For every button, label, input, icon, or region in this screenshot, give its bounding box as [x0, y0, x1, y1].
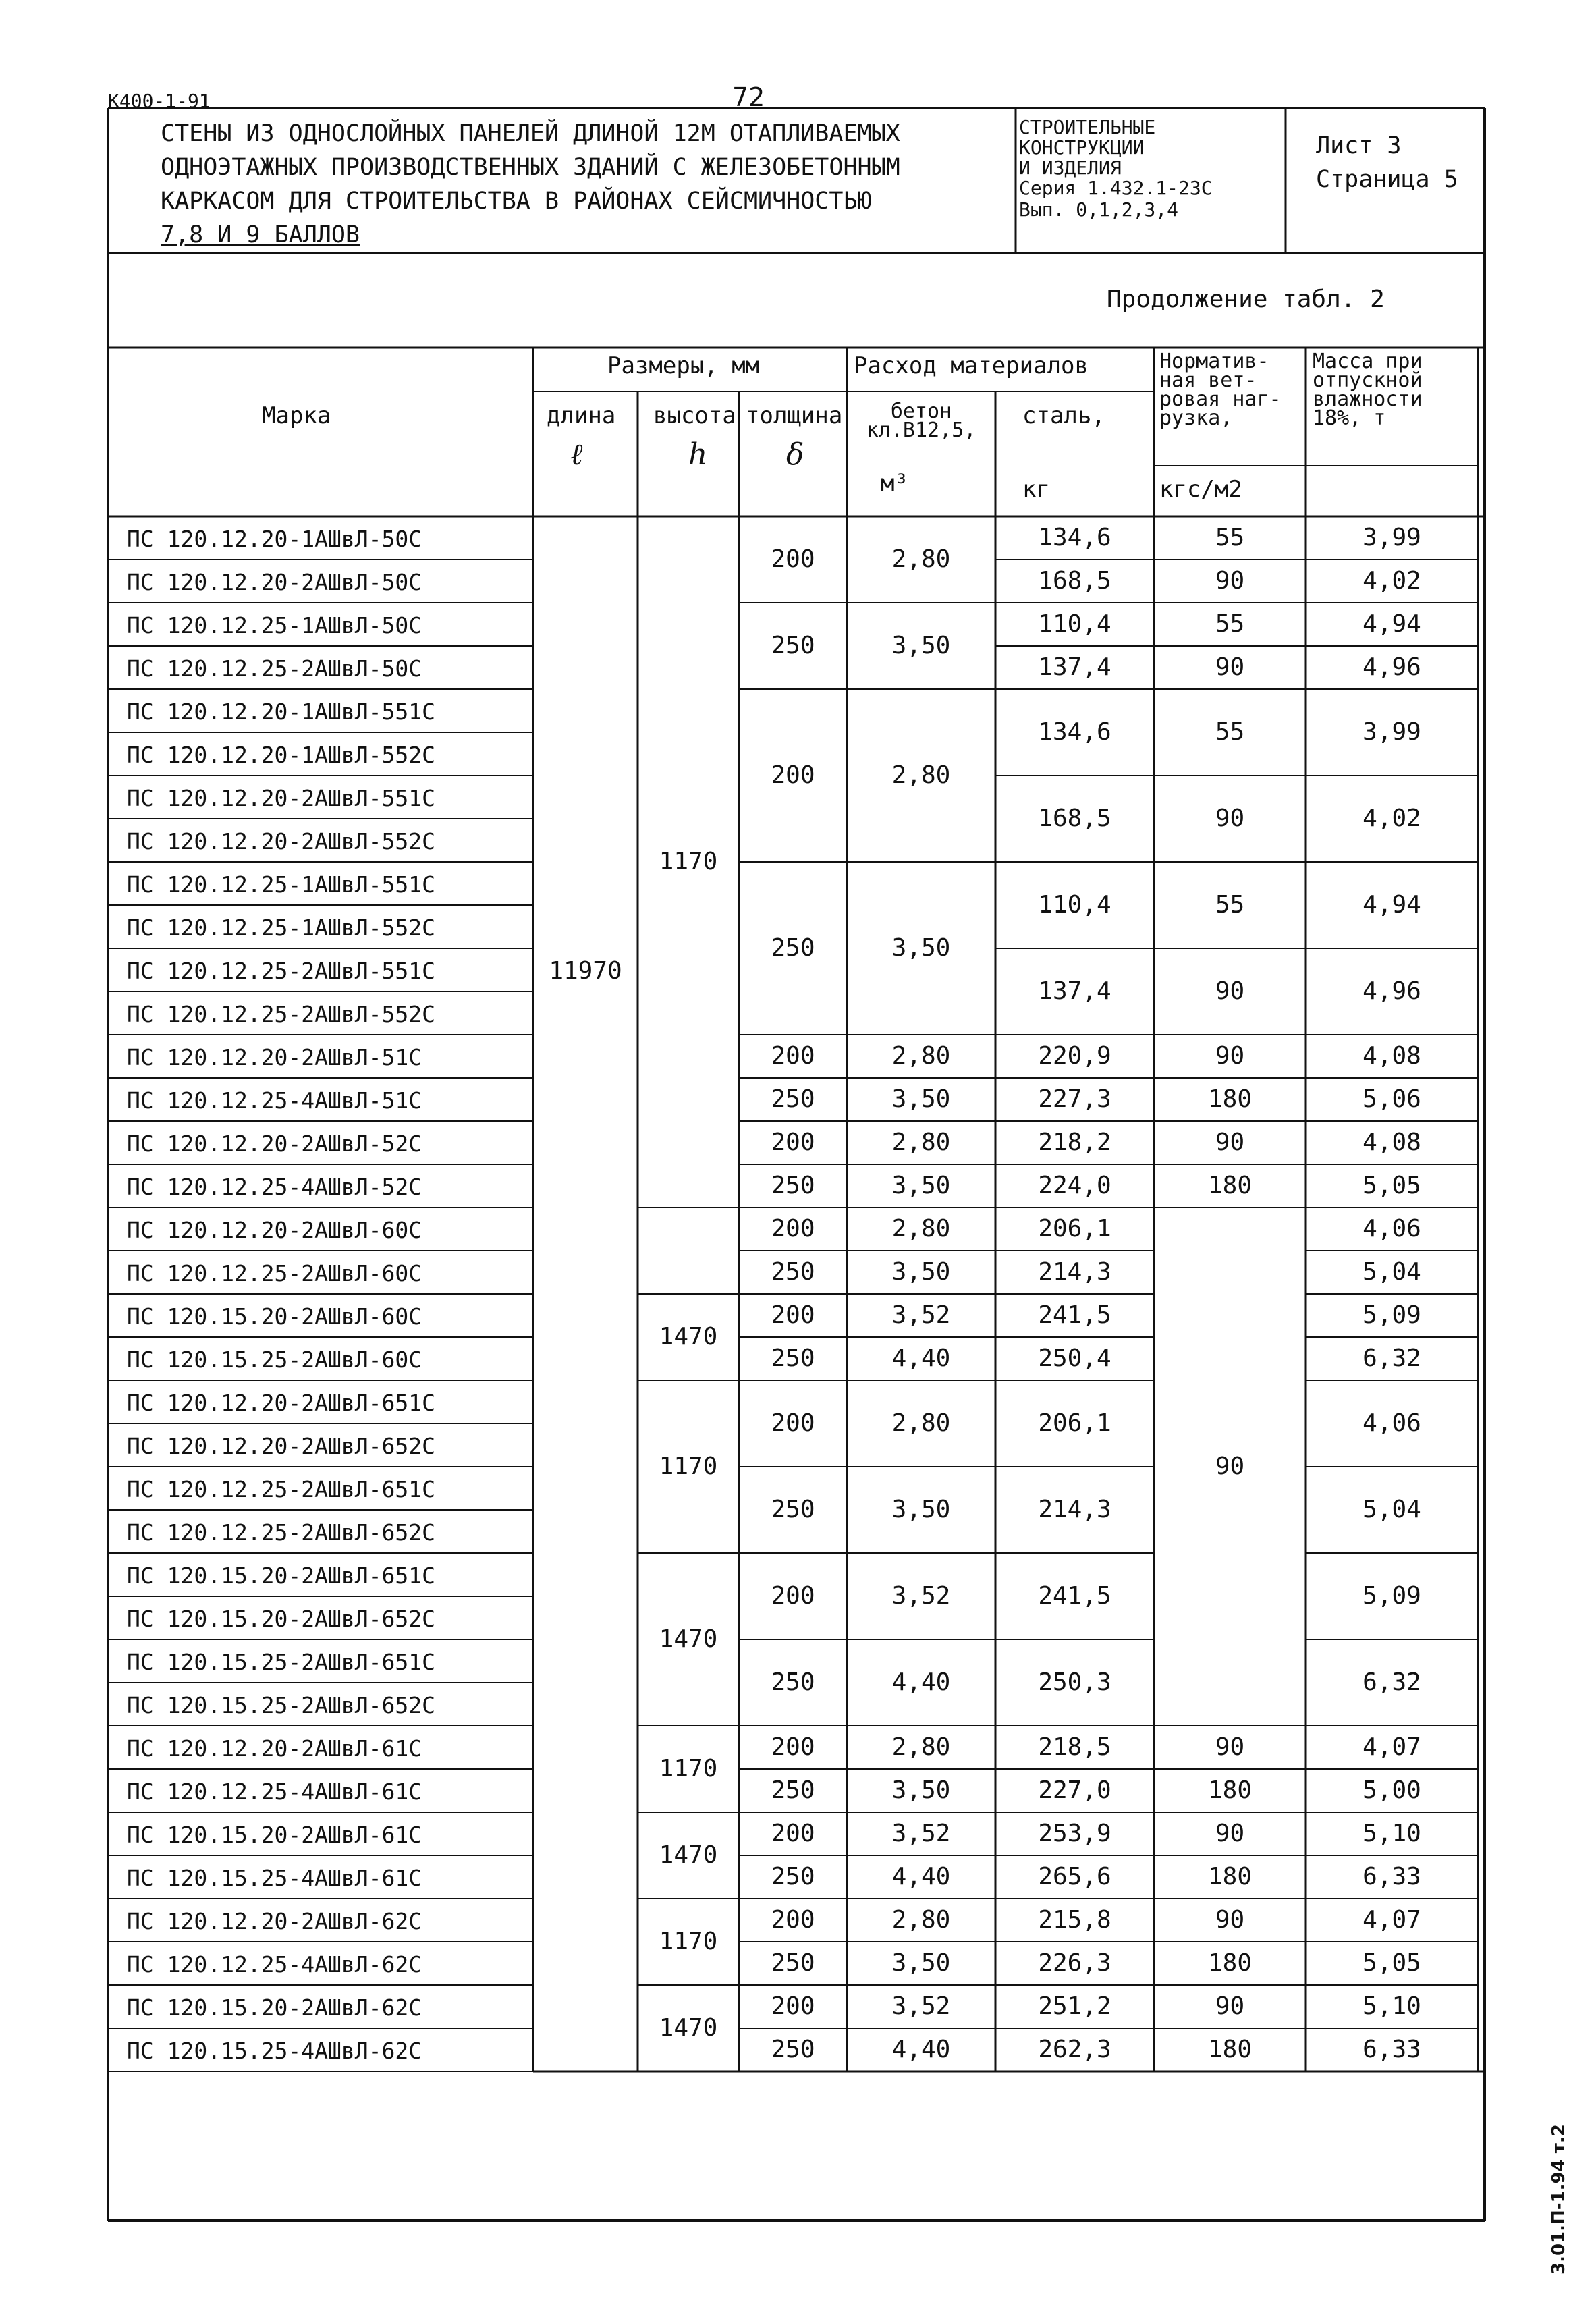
mass-value: 3,99: [1363, 524, 1421, 551]
mass-value: 4,07: [1363, 1906, 1421, 1934]
side-document-code: 3.01.П-1.94 т.2: [1549, 2124, 1569, 2275]
mass-value: 4,96: [1363, 977, 1421, 1005]
row-marka: ПС 120.15.25-2АШвЛ-652С: [127, 1692, 435, 1718]
concrete-value: 3,52: [891, 1820, 951, 1847]
thickness-value: 250: [771, 2036, 815, 2063]
mass-value: 5,10: [1363, 1820, 1421, 1847]
height-value: 1470: [659, 1841, 718, 1869]
wind-value: 55: [1215, 891, 1245, 919]
wind-value: 90: [1215, 805, 1245, 832]
mass-value: 5,10: [1363, 1992, 1421, 2020]
steel-value: 218,2: [1038, 1128, 1111, 1156]
steel-value: 253,9: [1038, 1820, 1111, 1847]
wind-value: 90: [1215, 567, 1245, 595]
steel-value: 214,3: [1038, 1258, 1111, 1286]
mass-value: 5,05: [1363, 1949, 1421, 1977]
wind-value: 180: [1207, 2036, 1253, 2063]
header-length-symbol: ℓ: [570, 437, 583, 472]
header-wind: Норматив-ная вет-ровая наг-рузка,: [1159, 350, 1282, 430]
title-line: СТЕНЫ ИЗ ОДНОСЛОЙНЫХ ПАНЕЛЕЙ ДЛИНОЙ 12М ОТАПЛИВАЕМЫХ: [161, 120, 900, 147]
concrete-value: 2,80: [891, 761, 951, 789]
steel-value: 224,0: [1038, 1172, 1111, 1199]
row-marka: ПС 120.12.25-4АШвЛ-51С: [127, 1087, 422, 1114]
header-steel-unit: кг: [1022, 476, 1050, 503]
row-marka: ПС 120.15.25-4АШвЛ-62С: [127, 2038, 422, 2064]
row-marka: ПС 120.15.25-2АШвЛ-60С: [127, 1346, 422, 1373]
concrete-value: 2,80: [891, 1906, 951, 1934]
thickness-value: 200: [771, 1409, 815, 1437]
row-marka: ПС 120.12.25-4АШвЛ-62С: [127, 1951, 422, 1978]
row-marka: ПС 120.15.20-2АШвЛ-652С: [127, 1606, 435, 1632]
row-marka: ПС 120.12.20-2АШвЛ-551С: [127, 785, 435, 811]
row-marka: ПС 120.12.20-2АШвЛ-60С: [127, 1217, 422, 1243]
thickness-value: 200: [771, 1042, 815, 1070]
row-marka: ПС 120.12.25-2АШвЛ-651С: [127, 1476, 435, 1502]
wind-value: 90: [1215, 1992, 1245, 2020]
row-marka: ПС 120.12.25-1АШвЛ-552С: [127, 915, 435, 941]
wind-value: 90: [1215, 1128, 1245, 1156]
row-marka: ПС 120.12.25-2АШвЛ-652С: [127, 1519, 435, 1546]
mass-value: 6,33: [1363, 1863, 1421, 1890]
header-marka: Марка: [262, 402, 331, 429]
row-marka: ПС 120.12.20-1АШвЛ-50С: [127, 526, 422, 552]
header-thickness: толщина: [746, 402, 843, 429]
height-value: 1170: [659, 1928, 718, 1955]
height-value: 1470: [659, 1323, 718, 1351]
header-thickness-symbol: δ: [786, 437, 804, 472]
mass-value: 4,08: [1363, 1128, 1421, 1156]
wind-value: 90: [1215, 1906, 1245, 1934]
row-marka: ПС 120.12.20-1АШвЛ-551С: [127, 699, 435, 725]
thickness-value: 200: [771, 1301, 815, 1329]
header-materials: Расход материалов: [854, 352, 1089, 379]
row-marka: ПС 120.12.20-2АШвЛ-52С: [127, 1131, 422, 1157]
row-marka: ПС 120.12.25-2АШвЛ-50С: [127, 655, 422, 682]
mass-value: 5,04: [1363, 1258, 1421, 1286]
page-number: 72: [732, 82, 765, 112]
header-height: высота: [653, 402, 736, 429]
mass-value: 4,02: [1363, 805, 1421, 832]
row-marka: ПС 120.12.25-2АШвЛ-552С: [127, 1001, 435, 1027]
row-marka: ПС 120.15.20-2АШвЛ-651С: [127, 1562, 435, 1589]
thickness-value: 250: [771, 1172, 815, 1199]
concrete-value: 4,40: [891, 1863, 951, 1890]
header-height-symbol: h: [688, 437, 708, 472]
concrete-value: 2,80: [891, 1409, 951, 1437]
row-marka: ПС 120.12.20-2АШвЛ-50С: [127, 569, 422, 595]
thickness-value: 250: [771, 1496, 815, 1523]
steel-value: 110,4: [1038, 610, 1111, 638]
steel-value: 206,1: [1038, 1409, 1111, 1437]
concrete-value: 2,80: [891, 545, 951, 573]
wind-value: 90: [1215, 653, 1245, 681]
wind-value: 90: [1215, 1820, 1245, 1847]
length-value: 11970: [549, 956, 622, 985]
steel-value: 168,5: [1038, 805, 1111, 832]
wind-value: 90: [1215, 1733, 1245, 1761]
thickness-value: 250: [771, 1949, 815, 1977]
row-marka: ПС 120.12.25-2АШвЛ-60С: [127, 1260, 422, 1286]
row-marka: ПС 120.12.25-1АШвЛ-551С: [127, 871, 435, 898]
mass-value: 5,05: [1363, 1172, 1421, 1199]
steel-value: 250,3: [1038, 1668, 1111, 1696]
wind-value: 55: [1215, 718, 1245, 746]
mass-value: 6,32: [1363, 1668, 1421, 1696]
steel-value: 226,3: [1038, 1949, 1111, 1977]
document-code: К400-1-91: [108, 90, 211, 112]
steel-value: 206,1: [1038, 1215, 1111, 1243]
steel-value: 137,4: [1038, 653, 1111, 681]
concrete-value: 3,52: [891, 1992, 951, 2020]
header-concrete-unit: м³: [881, 470, 908, 497]
header-length: длина: [547, 402, 616, 429]
concrete-value: 3,52: [891, 1301, 951, 1329]
wind-value: 180: [1207, 1949, 1253, 1977]
steel-value: 227,3: [1038, 1085, 1111, 1113]
wind-value: 180: [1207, 1776, 1253, 1804]
thickness-value: 250: [771, 1668, 815, 1696]
thickness-value: 200: [771, 1906, 815, 1934]
header-sizes: Размеры, мм: [607, 352, 760, 379]
steel-value: 110,4: [1038, 891, 1111, 919]
steel-value: 134,6: [1038, 524, 1111, 551]
wind-value: 55: [1215, 524, 1245, 551]
steel-value: 168,5: [1038, 567, 1111, 595]
steel-value: 251,2: [1038, 1992, 1111, 2020]
row-marka: ПС 120.12.25-1АШвЛ-50С: [127, 612, 422, 638]
row-marka: ПС 120.12.20-2АШвЛ-552С: [127, 828, 435, 854]
height-value: 1470: [659, 2014, 718, 2042]
mass-value: 5,00: [1363, 1776, 1421, 1804]
row-marka: ПС 120.12.20-2АШвЛ-51С: [127, 1044, 422, 1070]
concrete-value: 4,40: [891, 1668, 951, 1696]
series-line: И ИЗДЕЛИЯ: [1019, 157, 1122, 179]
concrete-value: 3,50: [891, 1258, 951, 1286]
steel-value: 241,5: [1038, 1582, 1111, 1610]
thickness-value: 200: [771, 1215, 815, 1243]
concrete-value: 2,80: [891, 1733, 951, 1761]
header-steel: сталь,: [1022, 402, 1105, 429]
mass-value: 4,08: [1363, 1042, 1421, 1070]
row-marka: ПС 120.12.25-4АШвЛ-52С: [127, 1174, 422, 1200]
height-value: 1470: [659, 1625, 718, 1653]
concrete-value: 3,50: [891, 1085, 951, 1113]
thickness-value: 200: [771, 1820, 815, 1847]
header-wind-unit: кгс/м2: [1159, 476, 1242, 503]
mass-value: 3,99: [1363, 718, 1421, 746]
steel-value: 137,4: [1038, 977, 1111, 1005]
wind-value: 90: [1215, 1452, 1245, 1480]
row-marka: ПС 120.12.20-2АШвЛ-652С: [127, 1433, 435, 1459]
mass-value: 4,94: [1363, 610, 1421, 638]
concrete-value: 3,50: [891, 1949, 951, 1977]
concrete-value: 4,40: [891, 1344, 951, 1372]
concrete-value: 2,80: [891, 1128, 951, 1156]
mass-value: 5,09: [1363, 1301, 1421, 1329]
steel-value: 220,9: [1038, 1042, 1111, 1070]
wind-value: 55: [1215, 610, 1245, 638]
mass-value: 4,96: [1363, 653, 1421, 681]
steel-value: 214,3: [1038, 1496, 1111, 1523]
mass-value: 5,04: [1363, 1496, 1421, 1523]
height-value: 1170: [659, 1755, 718, 1783]
row-marka: ПС 120.12.25-2АШвЛ-551С: [127, 958, 435, 984]
steel-value: 241,5: [1038, 1301, 1111, 1329]
mass-value: 4,07: [1363, 1733, 1421, 1761]
concrete-value: 2,80: [891, 1042, 951, 1070]
row-marka: ПС 120.12.20-1АШвЛ-552С: [127, 742, 435, 768]
wind-value: 90: [1215, 1042, 1245, 1070]
mass-value: 4,06: [1363, 1409, 1421, 1437]
row-marka: ПС 120.15.25-2АШвЛ-651С: [127, 1649, 435, 1675]
mass-value: 5,09: [1363, 1582, 1421, 1610]
header-concrete: бетон кл.В12,5,: [866, 400, 976, 442]
row-marka: ПС 120.15.20-2АШвЛ-62С: [127, 1994, 422, 2021]
steel-value: 250,4: [1038, 1344, 1111, 1372]
thickness-value: 200: [771, 1128, 815, 1156]
title-line: КАРКАСОМ ДЛЯ СТРОИТЕЛЬСТВА В РАЙОНАХ СЕЙСМИЧНОСТЬЮ: [161, 188, 872, 215]
concrete-value: 3,50: [891, 1172, 951, 1199]
title-line: ОДНОЭТАЖНЫХ ПРОИЗВОДСТВЕННЫХ ЗДАНИЙ С ЖЕЛЕЗОБЕТОННЫМ: [161, 154, 900, 181]
concrete-value: 4,40: [891, 2036, 951, 2063]
concrete-value: 3,50: [891, 934, 951, 962]
row-marka: ПС 120.12.20-2АШвЛ-62С: [127, 1908, 422, 1934]
row-marka: ПС 120.15.20-2АШвЛ-61С: [127, 1822, 422, 1848]
wind-value: 180: [1207, 1172, 1253, 1199]
sheet-label: Лист 3: [1316, 132, 1402, 159]
row-marka: ПС 120.15.25-4АШвЛ-61С: [127, 1865, 422, 1891]
series-line: КОНСТРУКЦИИ: [1019, 136, 1145, 159]
steel-value: 265,6: [1038, 1863, 1111, 1890]
mass-value: 4,02: [1363, 567, 1421, 595]
wind-value: 180: [1207, 1863, 1253, 1890]
thickness-value: 250: [771, 1085, 815, 1113]
steel-value: 134,6: [1038, 718, 1111, 746]
concrete-value: 3,50: [891, 1496, 951, 1523]
steel-value: 215,8: [1038, 1906, 1111, 1934]
thickness-value: 200: [771, 545, 815, 573]
series-line: СТРОИТЕЛЬНЫЕ: [1019, 116, 1156, 138]
mass-value: 4,06: [1363, 1215, 1421, 1243]
row-marka: ПС 120.12.20-2АШвЛ-61С: [127, 1735, 422, 1762]
thickness-value: 200: [771, 1733, 815, 1761]
height-value: 1170: [659, 848, 718, 875]
row-marka: ПС 120.12.25-4АШвЛ-61С: [127, 1778, 422, 1805]
mass-value: 4,94: [1363, 891, 1421, 919]
thickness-value: 250: [771, 1776, 815, 1804]
mass-value: 5,06: [1363, 1085, 1421, 1113]
steel-value: 227,0: [1038, 1776, 1111, 1804]
row-marka: ПС 120.12.20-2АШвЛ-651С: [127, 1390, 435, 1416]
header-mass: Масса при отпускной влажности 18%, т: [1313, 350, 1423, 430]
wind-value: 90: [1215, 977, 1245, 1005]
thickness-value: 250: [771, 1344, 815, 1372]
page-label: Страница 5: [1316, 166, 1458, 193]
thickness-value: 250: [771, 934, 815, 962]
thickness-value: 200: [771, 761, 815, 789]
title-line: 7,8 И 9 БАЛЛОВ: [161, 221, 360, 248]
steel-value: 262,3: [1038, 2036, 1111, 2063]
series-line: Серия 1.432.1-23С: [1019, 177, 1213, 199]
height-value: 1170: [659, 1452, 718, 1480]
concrete-value: 3,52: [891, 1582, 951, 1610]
row-marka: ПС 120.15.20-2АШвЛ-60С: [127, 1303, 422, 1330]
series-line: Вып. 0,1,2,3,4: [1019, 198, 1179, 221]
mass-value: 6,33: [1363, 2036, 1421, 2063]
thickness-value: 250: [771, 632, 815, 659]
concrete-value: 3,50: [891, 1776, 951, 1804]
thickness-value: 200: [771, 1992, 815, 2020]
table-continuation: Продолжение табл. 2: [1107, 285, 1385, 313]
thickness-value: 250: [771, 1258, 815, 1286]
concrete-value: 2,80: [891, 1215, 951, 1243]
concrete-value: 3,50: [891, 632, 951, 659]
steel-value: 218,5: [1038, 1733, 1111, 1761]
wind-value: 180: [1207, 1085, 1253, 1113]
thickness-value: 200: [771, 1582, 815, 1610]
thickness-value: 250: [771, 1863, 815, 1890]
mass-value: 6,32: [1363, 1344, 1421, 1372]
